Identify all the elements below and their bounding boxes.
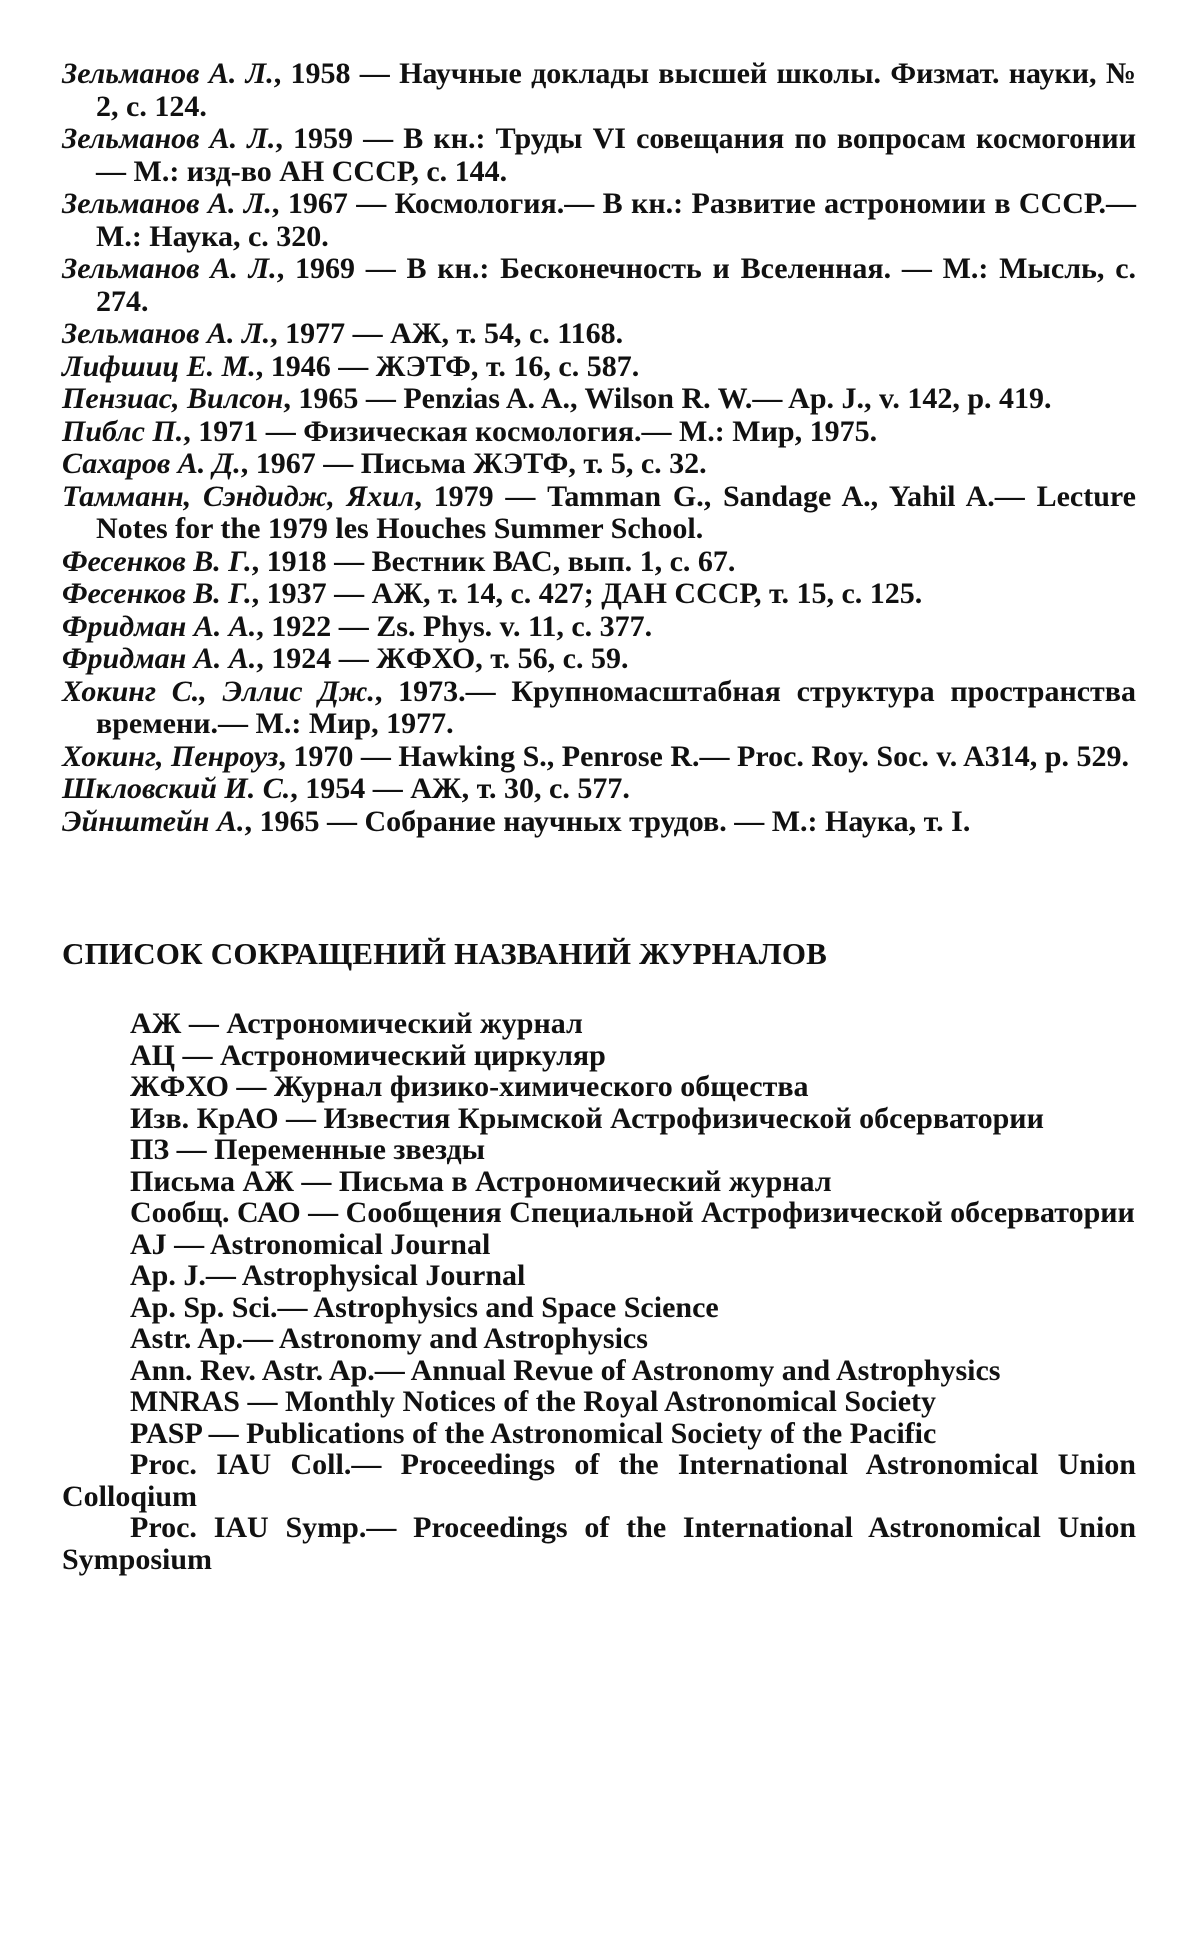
reference-entry	[62, 383, 1136, 416]
reference-author: Пиблс П.	[62, 414, 184, 448]
abbreviation-list	[62, 1008, 1136, 1575]
abbreviation-entry: Ap. J.— Astrophysical Journal	[130, 1259, 526, 1292]
reference-author: Фридман А. А.	[62, 609, 257, 643]
reference-entry	[62, 123, 1136, 188]
reference-entry	[62, 578, 1136, 611]
reference-text: , 1977 — АЖ, т. 54, с. 1168.	[270, 317, 624, 350]
reference-text: , 1965 — Собрание научных трудов. — М.: Наука, т. I.	[244, 804, 971, 838]
reference-author: Хокинг С., Эллис Дж.	[62, 674, 375, 708]
reference-entry	[62, 448, 1136, 481]
reference-text: , 1958 — Научные доклады высшей школы. Физмат. науки, № 2, с. 124.	[96, 57, 1136, 123]
reference-text: , 1970 — Hawking S., Penrose R.— Proc. Roy. Soc. v. A314, p. 529.	[278, 739, 1129, 773]
reference-text: , 1959 — В кн.: Труды VI совещания по вопросам космогонии — М.: изд-во АН СССР, с. 144.	[96, 122, 1137, 188]
reference-author: Зельманов А. Л.	[62, 187, 272, 220]
reference-author: Сахаров А. Д.	[62, 447, 241, 480]
reference-entry	[62, 546, 1136, 579]
reference-author: Шкловский И. С.	[62, 772, 291, 805]
reference-author: Тамманн, Сэндидж, Яхил	[62, 479, 415, 513]
reference-text: , 1918 — Вестник ВАС, вып. 1, с. 67.	[251, 544, 736, 578]
reference-author: Пензиас, Вилсон	[62, 382, 284, 415]
abbreviation-entry: Изв. КрАО — Известия Крымской Астрофизической обсерватории	[130, 1101, 1044, 1135]
reference-author: Фесенков В. Г.	[62, 544, 252, 578]
reference-entry	[62, 416, 1136, 449]
abbreviation-entry: AJ — Astronomical Journal	[130, 1227, 491, 1261]
reference-text: , 1954 — АЖ, т. 30, с. 577.	[290, 772, 630, 805]
abbreviation-entry: Ap. Sp. Sci.— Astrophysics and Space Science	[130, 1290, 719, 1324]
reference-entry	[62, 318, 1136, 351]
abbreviation-entry: ЖФХО — Журнал физико-химического общества	[130, 1070, 809, 1103]
abbreviations-heading: СПИСОК СОКРАЩЕНИЙ НАЗВАНИЙ ЖУРНАЛОВ	[62, 936, 828, 971]
reference-text: , 1969 — В кн.: Бесконечность и Вселенная. — М.: Мысль, с. 274.	[96, 252, 1137, 318]
reference-text: , 1967 — Космология.— В кн.: Развитие астрономии в СССР.—М.: Наука, с. 320.	[96, 187, 1136, 253]
reference-author: Хокинг, Пенроуз	[62, 739, 279, 773]
reference-entry	[62, 253, 1136, 318]
reference-text: , 1967 — Письма ЖЭТФ, т. 5, с. 32.	[240, 447, 707, 480]
reference-text: , 1924 — ЖФХО, т. 56, с. 59.	[256, 642, 629, 675]
abbreviation-entry: Astr. Ap.— Astronomy and Astrophysics	[130, 1322, 648, 1355]
reference-author: Фесенков В. Г.	[62, 577, 252, 610]
abbreviation-entry: Proc. IAU Symp.— Proceedings of the International Astronomical Union Symposium	[62, 1511, 1136, 1576]
reference-entry	[62, 351, 1136, 384]
reference-entry	[62, 676, 1136, 741]
reference-entry	[62, 741, 1136, 774]
abbreviation-entry: Ann. Rev. Astr. Ap.— Annual Revue of Astronomy and Astrophysics	[130, 1353, 1001, 1387]
reference-entry	[62, 188, 1136, 253]
reference-entry	[62, 481, 1136, 546]
abbreviation-entry: PASP — Publications of the Astronomical Society of the Pacific	[130, 1416, 937, 1450]
abbreviation-entry: Письма АЖ — Письма в Астрономический журнал	[130, 1164, 832, 1198]
reference-entry	[62, 773, 1136, 806]
reference-text: , 1973.— Крупномасштабная структура пространства времени.— М.: Мир, 1977.	[96, 674, 1136, 740]
reference-text: , 1937 — АЖ, т. 14, с. 427; ДАН СССР, т. 15, с. 125.	[251, 577, 923, 610]
reference-text: , 1971 — Физическая космология.— М.: Мир, 1975.	[183, 414, 878, 448]
reference-author: Эйнштейн А.	[62, 804, 245, 838]
reference-text: , 1946 — ЖЭТФ, т. 16, с. 587.	[255, 349, 640, 383]
abbreviation-entry: АЦ — Астрономический циркуляр	[130, 1038, 606, 1072]
reference-text: , 1965 — Penzias A. A., Wilson R. W.— Ap. J., v. 142, p. 419.	[283, 382, 1052, 415]
reference-text: , 1922 — Zs. Phys. v. 11, c. 377.	[256, 609, 653, 643]
reference-author: Фридман А. А.	[62, 642, 257, 675]
reference-entry	[62, 611, 1136, 644]
abbreviation-entry: MNRAS — Monthly Notices of the Royal Astronomical Society	[130, 1385, 937, 1418]
reference-text: , 1979 — Tamman G., Sandage A., Yahil A.— Lecture Notes for the 1979 les Houches Summer School.	[96, 479, 1136, 545]
abbreviation-entry: Proc. IAU Coll.— Proceedings of the International Astronomical Union Colloqium	[62, 1448, 1136, 1513]
reference-author: Лифшиц Е. М.	[62, 349, 256, 383]
reference-author: Зельманов А. Л.	[62, 122, 276, 155]
abbreviation-entry: Сообщ. САО — Сообщения Специальной Астрофизической обсерватории	[130, 1196, 1135, 1229]
reference-author: Зельманов А. Л.	[62, 317, 271, 350]
abbreviation-entry: ПЗ — Переменные звезды	[130, 1133, 486, 1166]
reference-author: Зельманов А. Л.	[62, 252, 277, 285]
reference-entry	[62, 643, 1136, 676]
reference-list	[62, 58, 1136, 838]
reference-entry	[62, 58, 1136, 123]
reference-entry	[62, 806, 1136, 839]
reference-author: Зельманов А. Л.	[62, 57, 274, 90]
abbreviation-entry: АЖ — Астрономический журнал	[130, 1007, 583, 1040]
